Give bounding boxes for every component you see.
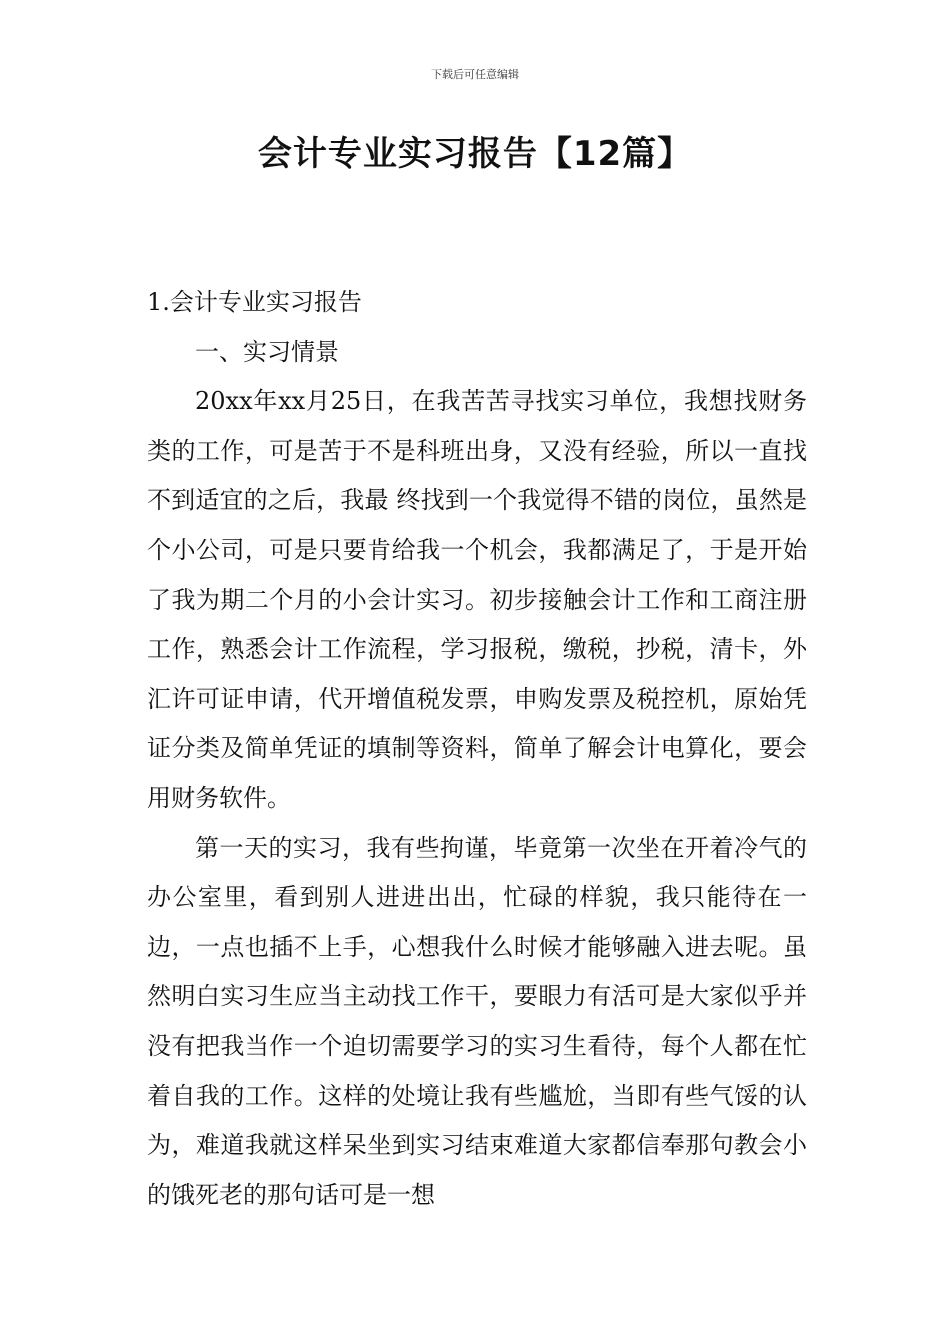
section-heading: 1.会计专业实习报告	[147, 288, 362, 316]
paragraph: 第一天的实习，我有些拘谨，毕竟第一次坐在开着冷气的办公室里，看到别人进进出出，忙碌的样貌，我只能待在一边，一点也插不上手，心想我什么时候才能够融入进去呢。虽然明白实习生应当主动找工作干，要眼力有活可是大家似乎并没有把我当作一个迫切需要学习的实习生看待，每个人都在忙着自我的工作。这样的处境让我有些尴尬，当即有些气馁的认为，难道我就这样呆坐到实习结束难道大家都信奉那句教会小的饿死老的那句话可是一想	[147, 833, 807, 1209]
header-note: 下载后可任意编辑	[431, 68, 519, 81]
document-title: 会计专业实习报告【12篇】	[257, 134, 693, 174]
sub-heading: 一、实习情景	[195, 337, 339, 366]
document-body	[147, 278, 807, 1220]
paragraph: 20xx年xx月25日，在我苦苦寻找实习单位，我想找财务类的工作，可是苦于不是科班出身，又没有经验，所以一直找不到适宜的之后，我最 终找到一个我觉得不错的岗位，虽然是个小公司，可是只要肯给我一个机会，我都满足了，于是开始了我为期二个月的小会计实习。初步接触会计工作和工商注册工作，熟悉会计工作流程，学习报税，缴税，抄税，清卡，外汇许可证申请，代开增值税发票，申购发票及税控机，原始凭证分类及简单凭证的填制等资料，简单了解会计电算化，要会用财务软件。	[147, 387, 807, 812]
